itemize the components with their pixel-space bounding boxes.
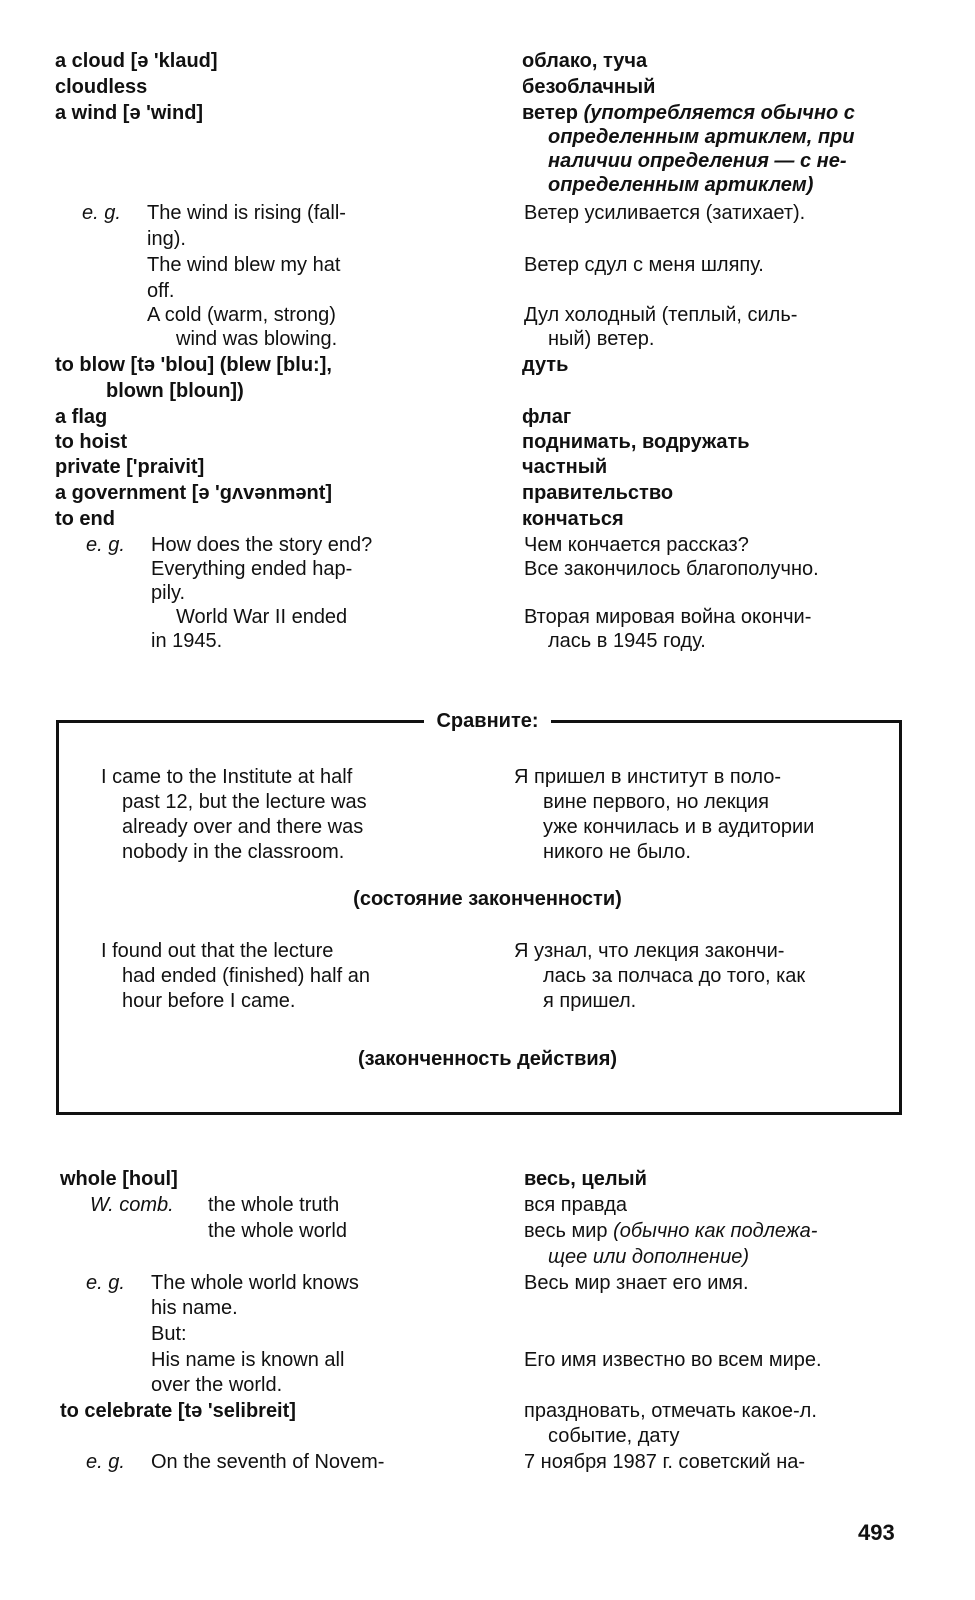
compare-ru-line: лась за полчаса до того, как [543, 965, 806, 987]
example-en: The wind blew my hat [147, 254, 341, 276]
entry-wind-note-1: (употребляется обычно с [583, 102, 855, 124]
comb-ru: вся правда [524, 1194, 628, 1216]
entry-whole: whole [houl] [60, 1168, 178, 1190]
comb-en: the whole world [208, 1220, 347, 1242]
example-ru: Вторая мировая война окончи- [524, 606, 812, 628]
entry-cloudless-translation: безоблачный [522, 76, 656, 98]
compare-en-line: nobody in the classroom. [122, 841, 345, 863]
compare-ru-line: никого не было. [543, 841, 691, 863]
entry-wind: a wind [ə 'wind] [55, 102, 204, 124]
eg-label: e. g. [82, 202, 121, 224]
example-en: The whole world knows [151, 1272, 359, 1294]
entry-blow-forms: blown [bloun]) [106, 380, 244, 402]
compare-note: (состояние законченности) [353, 888, 622, 910]
example-ru: Дул холодный (теплый, силь- [524, 304, 798, 326]
eg-label: e. g. [86, 534, 125, 556]
entry-flag: a flag [55, 406, 108, 428]
compare-en-line: hour before I came. [122, 990, 296, 1012]
compare-en-line: had ended (finished) half an [122, 965, 370, 987]
example-en: Everything ended hap- [151, 558, 353, 580]
entry-whole-translation: весь, целый [524, 1168, 647, 1190]
compare-ru-line: я пришел. [543, 990, 637, 1012]
entry-blow: to blow [tə 'blou] (blew [blu:], [55, 354, 332, 376]
compare-ru-line: уже кончилась и в аудитории [543, 816, 815, 838]
entry-wind-note-3: наличии определения — с не- [548, 150, 847, 172]
example-ru: ный) ветер. [548, 328, 655, 350]
example-en: The wind is rising (fall- [147, 202, 346, 224]
compare-en-line: I found out that the lecture [101, 940, 334, 962]
example-ru: 7 ноября 1987 г. советский на- [524, 1451, 806, 1473]
entry-cloud-translation: облако, туча [522, 50, 648, 72]
example-en: His name is known all [151, 1349, 345, 1371]
entry-hoist: to hoist [55, 431, 128, 453]
example-en: World War II ended [176, 606, 348, 628]
compare-box-title: Сравните: [0, 708, 975, 734]
example-en: wind was blowing. [176, 328, 338, 350]
compare-ru-line: Я пришел в институт в поло- [514, 766, 782, 788]
entry-wind-translation: ветер (употребляется обычно с [522, 102, 855, 124]
example-ru: Все закончилось благополучно. [524, 558, 819, 580]
page-number: 493 [858, 1520, 895, 1545]
compare-en-line: I came to the Institute at half [101, 766, 353, 788]
comb-label: W. comb. [90, 1194, 174, 1216]
example-en: off. [147, 280, 175, 302]
example-ru: лась в 1945 году. [548, 630, 706, 652]
but-label: But: [151, 1323, 187, 1345]
comb-note-2: щее или дополнение) [548, 1246, 750, 1268]
eg-label: e. g. [86, 1451, 125, 1473]
example-en: On the seventh of Novem- [151, 1451, 385, 1473]
example-ru: Весь мир знает его имя. [524, 1272, 749, 1294]
entry-end-translation: кончаться [522, 508, 624, 530]
example-en: How does the story end? [151, 534, 373, 556]
entry-private-translation: частный [522, 456, 608, 478]
entry-government-translation: правительство [522, 482, 674, 504]
entry-flag-translation: флаг [522, 406, 572, 428]
entry-celebrate-translation: праздновать, отмечать какое-л. [524, 1400, 817, 1422]
example-en: A cold (warm, strong) [147, 304, 336, 326]
entry-blow-translation: дуть [522, 354, 569, 376]
entry-end: to end [55, 508, 115, 530]
example-ru: Ветер усиливается (затихает). [524, 202, 806, 224]
entry-government: a government [ə 'gʌvənmənt] [55, 482, 333, 504]
compare-ru-line: Я узнал, что лекция закончи- [514, 940, 785, 962]
entry-wind-note-2: определенным артиклем, при [548, 126, 855, 148]
example-ru: Его имя известно во всем мире. [524, 1349, 822, 1371]
example-en: over the world. [151, 1374, 283, 1396]
compare-en-line: past 12, but the lecture was [122, 791, 367, 813]
compare-en-line: already over and there was [122, 816, 364, 838]
entry-private: private ['praivit] [55, 456, 205, 478]
entry-cloud: a cloud [ə 'klaud] [55, 50, 218, 72]
compare-ru-line: вине первого, но лекция [543, 791, 769, 813]
entry-hoist-translation: поднимать, водружать [522, 431, 750, 453]
entry-celebrate-translation: событие, дату [548, 1425, 680, 1447]
comb-en: the whole truth [208, 1194, 340, 1216]
example-ru: Чем кончается рассказ? [524, 534, 749, 556]
entry-wind-note-4: определенным артиклем) [548, 174, 814, 196]
entry-cloudless: cloudless [55, 76, 148, 98]
example-en: in 1945. [151, 630, 223, 652]
comb-note-1: (обычно как подлежа- [613, 1220, 818, 1242]
example-ru: Ветер сдул с меня шляпу. [524, 254, 764, 276]
example-en: ing). [147, 228, 186, 250]
example-en: his name. [151, 1297, 238, 1319]
eg-label: e. g. [86, 1272, 125, 1294]
entry-celebrate: to celebrate [tə 'selibreit] [60, 1400, 296, 1422]
comb-ru: весь мир (обычно как подлежа- [524, 1220, 818, 1242]
example-en: pily. [151, 582, 186, 604]
compare-note: (законченность действия) [357, 1048, 618, 1070]
